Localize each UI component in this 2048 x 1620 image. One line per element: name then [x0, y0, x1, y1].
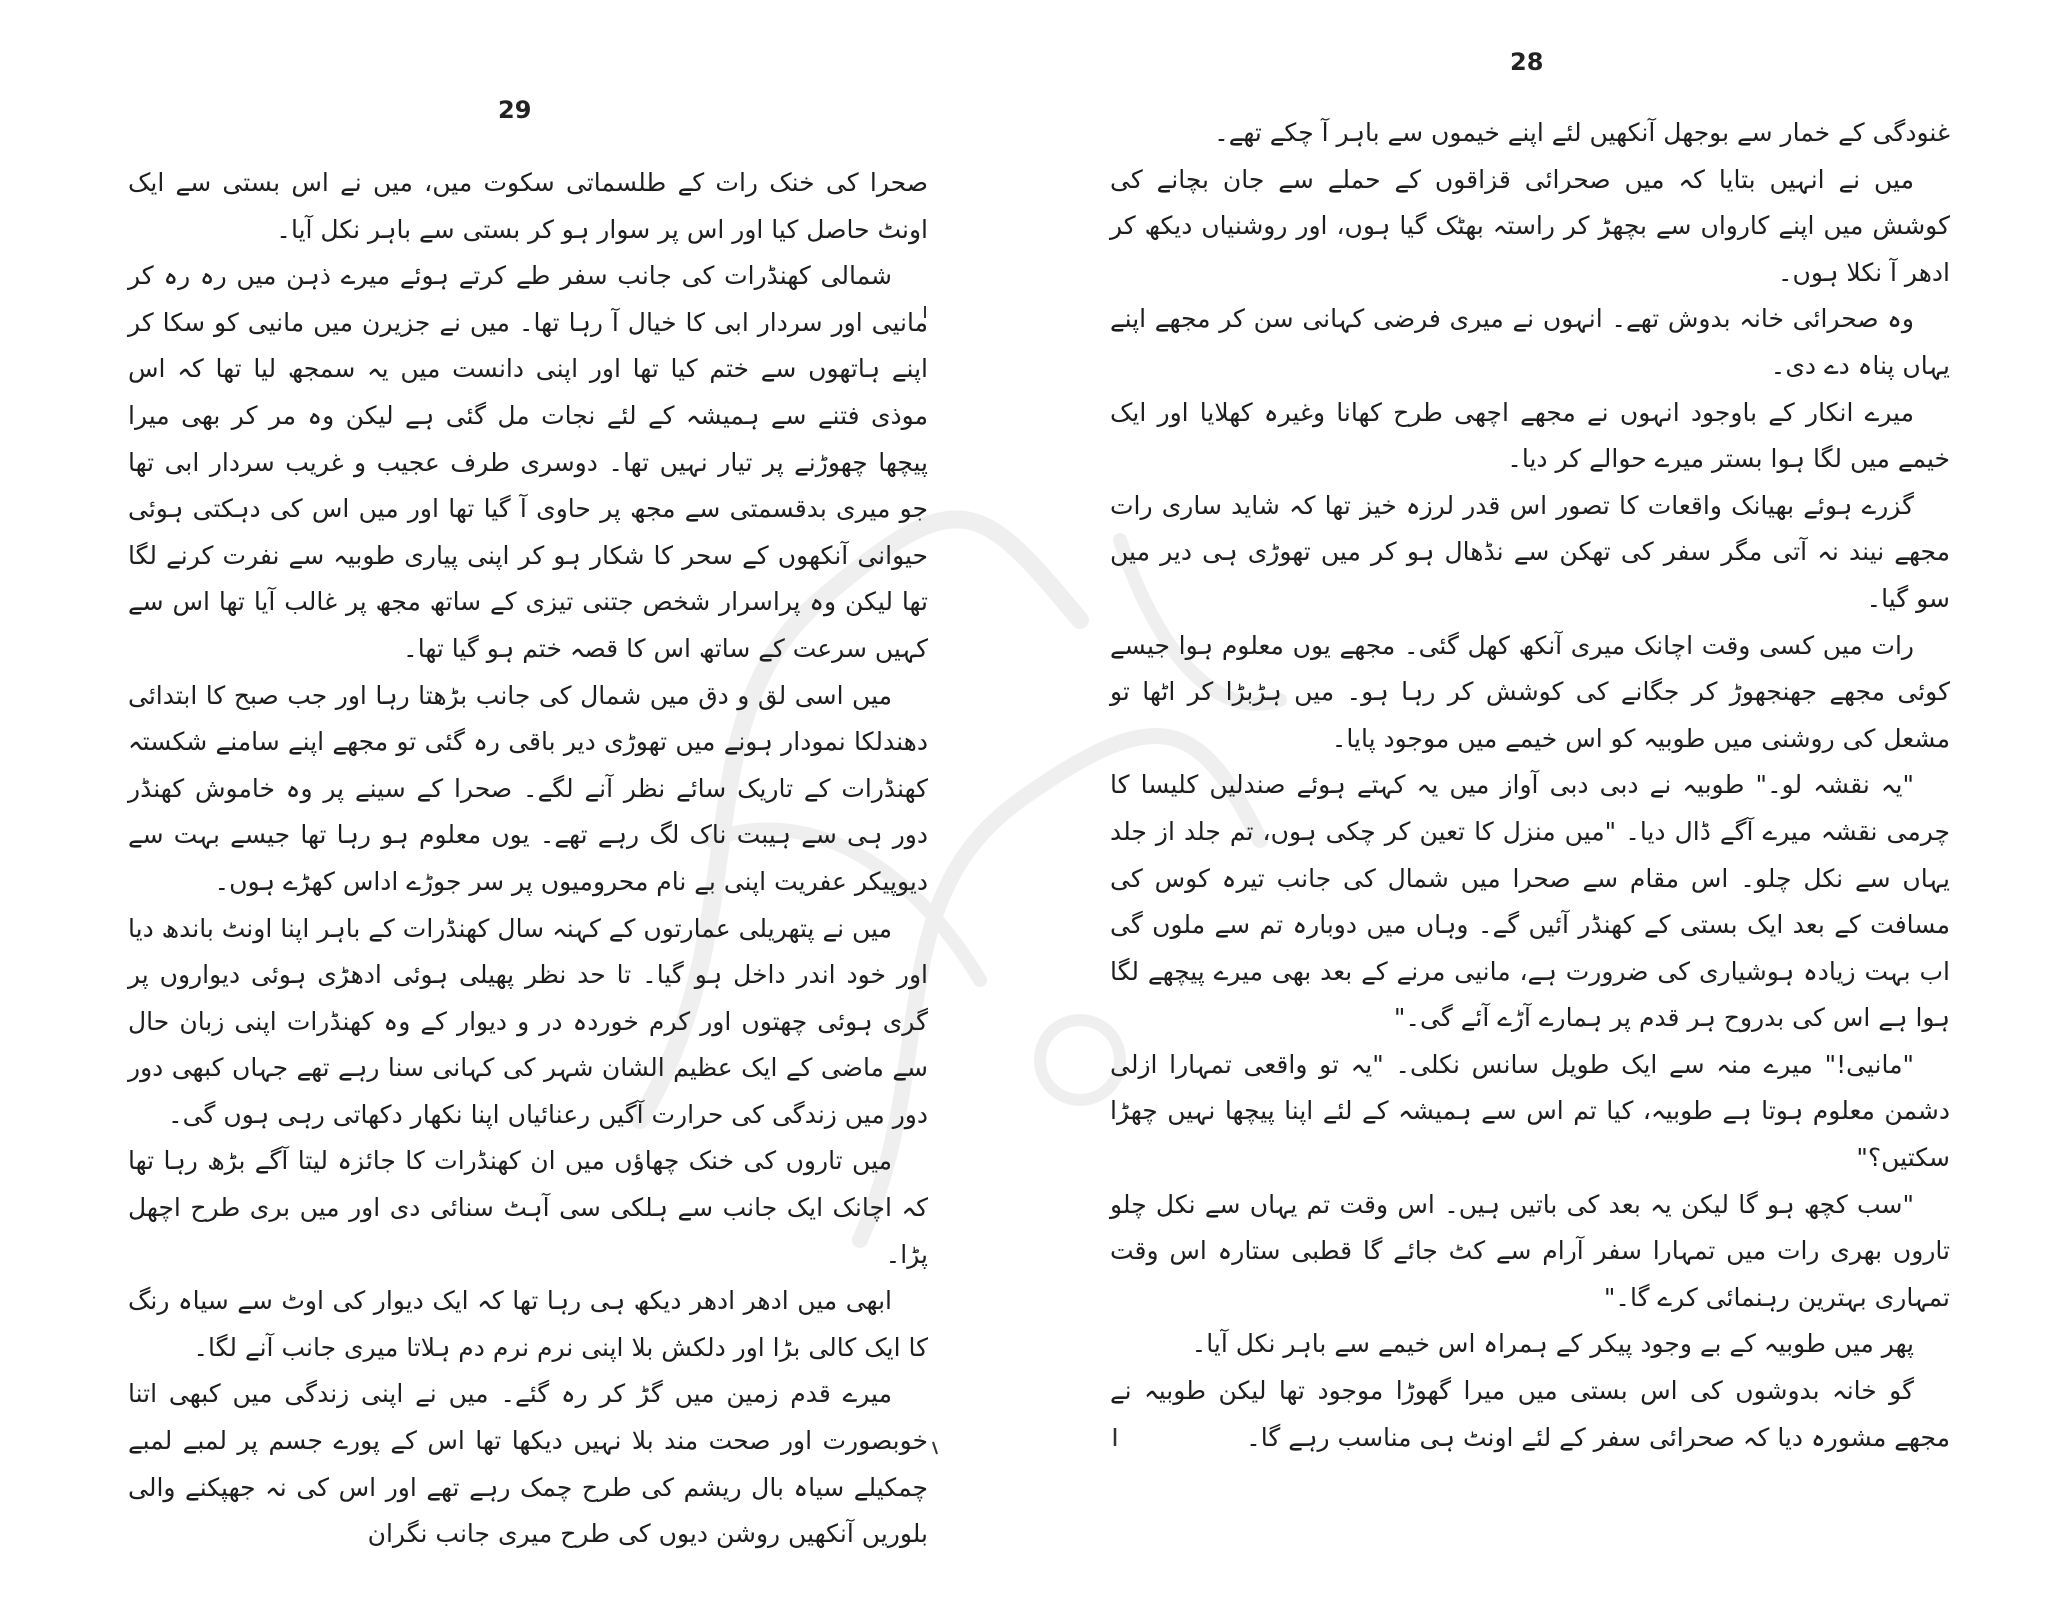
paragraph: میں اسی لق و دق میں شمال کی جانب بڑھتا رہا اور جب صبح کا ابتدائی دھندلکا نمودار ہونے میں تھوڑی دیر باقی رہ گئی تو مجھے اپنے سامنے شکستہ کھنڈرات کے تاریک سائے نظر آنے لگے۔ صحرا کے سینے پر وہ خاموش کھنڈر دور ہی سے ہیبت ناک لگ رہے تھے۔ یوں معلوم ہو رہا تھا جیسے بہت سے دیوپیکر عفریت اپنی بے نام محرومیوں پر سر جوڑے اداس کھڑے ہوں۔: [128, 680, 928, 896]
paragraph: میرے انکار کے باوجود انہوں نے مجھے اچھی طرح کھانا وغیرہ کھلایا اور ایک خیمے میں لگا ہوا بستر میرے حوالے کر دیا۔: [1110, 397, 1950, 474]
paragraph: میں نے انہیں بتایا کہ میں صحرائی قزاقوں کے حملے سے جان بچانے کی کوشش میں اپنے کارواں سے بچھڑ کر راستہ بھٹک گیا ہوں، اور روشنیاں دیکھ کر ادھر آ نکلا ہوں۔: [1110, 164, 1950, 287]
paragraph: میرے قدم زمین میں گڑ کر رہ گئے۔ میں نے اپنی زندگی میں کبھی اتنا خوبصورت اور صحت مند بلا نہیں دیکھا تھا اس کے پورے جسم پر لمبے لمبے چمکیلے سیاہ بال ریشم کی طرح چمک رہے تھے اور اس کی نہ جھپکنے والی بلوریں آنکھیں روشن دیوں کی طرح میری جانب نگران: [128, 1379, 928, 1549]
paragraph: "سب کچھ ہو گا لیکن یہ بعد کی باتیں ہیں۔ اس وقت تم یہاں سے نکل چلو تاروں بھری رات میں تمہارا سفر آرام سے کٹ جائے گا قطبی ستارہ اس وقت تمہاری بہترین رہنمائی کرے گا۔": [1110, 1189, 1950, 1312]
paragraph: گو خانہ بدوشوں کی اس بستی میں میرا گھوڑا موجود تھا لیکن طوبیہ نے مجھے مشورہ دیا کہ صحرائی سفر کے لئے اونٹ ہی مناسب رہے گا۔: [1110, 1376, 1950, 1452]
paragraph: گزرے ہوئے بھیانک واقعات کا تصور اس قدر لرزہ خیز تھا کہ شاید ساری رات مجھے نیند نہ آتی مگر سفر کی تھکن سے نڈھال ہو کر میں تھوڑی ہی دیر میں سو گیا۔: [1110, 490, 1950, 613]
paragraph: "یہ نقشہ لو۔" طوبیہ نے دبی دبی آواز میں یہ کہتے ہوئے صندلیں کلیسا کا چرمی نقشہ میرے آگے ڈال دیا۔ "میں منزل کا تعین کر چکی ہوں، تم جلد از جلد یہاں سے نکل چلو۔ اس مقام سے صحرا میں شمال کی جانب تیرہ کوس کی مسافت کے بعد ایک بستی کے کھنڈر آئیں گے۔ وہاں میں دوبارہ تم سے ملوں گی اب بہت زیادہ ہوشیاری کی ضرورت ہے، مانیی مرنے کے بعد بھی میرے پیچھے لگا ہوا ہے اس کی بدروح ہر قدم پر ہمارے آڑے آئے گی۔": [1110, 770, 1950, 1033]
paragraph: "مانیی!" میرے منہ سے ایک طویل سانس نکلی۔ "یہ تو واقعی تمہارا ازلی دشمن معلوم ہوتا ہے طوبیہ، کیا تم اس سے ہمیشہ کے لئے اپنا پیچھا نہیں چھڑا سکتیں؟": [1110, 1049, 1950, 1173]
right-page: [1080, 0, 2048, 1620]
right-page-text: [1110, 110, 1950, 1461]
left-page: [0, 0, 1010, 1620]
paragraph: وہ صحرائی خانہ بدوش تھے۔ انہوں نے میری فرضی کہانی سن کر مجھے اپنے یہاں پناہ دے دی۔: [1110, 304, 1950, 380]
page-number-left: 29: [498, 96, 532, 124]
paragraph: صحرا کی خنک رات کے طلسماتی سکوت میں، میں نے اس بستی سے ایک اونٹ حاصل کیا اور اس پر سوار ہو کر بستی سے باہر نکل آیا۔: [128, 168, 928, 244]
paragraph: میں تاروں کی خنک چھاؤں میں ان کھنڈرات کا جائزہ لیتا آگے بڑھ رہا تھا کہ اچانک ایک جانب سے ہلکی سی آہٹ سنائی دی اور میں بری طرح اچھل پڑا۔: [128, 1146, 928, 1269]
paragraph: غنودگی کے خمار سے بوجھل آنکھیں لئے اپنے خیموں سے باہر آ چکے تھے۔: [1214, 118, 1950, 147]
page-number-right: 28: [1510, 48, 1544, 76]
paragraph: شمالی کھنڈرات کی جانب سفر طے کرتے ہوئے میرے ذہن میں رہ رہ کر مانیی اور سردار ابی کا خیال آ رہا تھا۔ میں نے جزیرن میں مانیی کو سکا کر اپنے ہاتھوں سے ختم کیا تھا اور اپنی دانست میں یہ سمجھ لیا تھا کہ اس موذی فتنے سے ہمیشہ کے لئے نجات مل گئی ہے لیکن وہ مر کر بھی میرا پیچھا چھوڑنے پر تیار نہیں تھا۔ دوسری طرف عجیب و غریب سردار ابی تھا جو میری بدقسمتی سے مجھ پر حاوی آ گیا تھا اور میں اس کی دہکتی ہوئی حیوانی آنکھوں کے سحر کا شکار ہو کر اپنی پیاری طوبیہ سے نفرت کرنے لگا تھا لیکن وہ پراسرار شخص جتنی تیزی کے ساتھ مجھ پر غالب آیا تھا اس سے کہیں سرعت کے ساتھ اس کا قصہ ختم ہو گیا تھا۔: [128, 261, 928, 663]
margin-tick-mark: [920, 304, 930, 320]
margin-tick-mark: [930, 1440, 940, 1456]
paragraph: میں نے پتھریلی عمارتوں کے کہنہ سال کھنڈرات کے باہر اپنا اونٹ باندھ دیا اور خود اندر داخل ہو گیا۔ تا حد نظر پھیلی ہوئی ادھڑی ہوئی دیواروں پر گری ہوئی چھتوں اور کرم خوردہ در و دیوار کے وہ کھنڈرات اپنی زبان حال سے ماضی کے ایک عظیم الشان شہر کی کہانی سنا رہے تھے جہاں کبھی دور دور میں زندگی کی حرارت آگیں رعنائیاں اپنا نکھار دکھاتی رہی ہوں گی۔: [128, 913, 928, 1129]
paragraph: رات میں کسی وقت اچانک میری آنکھ کھل گئی۔ مجھے یوں معلوم ہوا جیسے کوئی مجھے جھنجھوڑ کر جگانے کی کوشش کر رہا ہو۔ میں ہڑبڑا کر اٹھا تو مشعل کی روشنی میں طوبیہ کو اس خیمے میں موجود پایا۔: [1110, 630, 1950, 753]
paragraph: ابھی میں ادھر ادھر دیکھ ہی رہا تھا کہ ایک دیوار کی اوٹ سے سیاہ رنگ کا ایک کالی بڑا اور دلکش بلا اپنی نرم نرم دم ہلاتا میری جانب آنے لگا۔: [128, 1286, 928, 1362]
margin-tick-mark: [1110, 1426, 1120, 1448]
paragraph: پھر میں طوبیہ کے بے وجود پیکر کے ہمراہ اس خیمے سے باہر نکل آیا۔: [1191, 1329, 1914, 1359]
left-page-text: [128, 160, 928, 1558]
